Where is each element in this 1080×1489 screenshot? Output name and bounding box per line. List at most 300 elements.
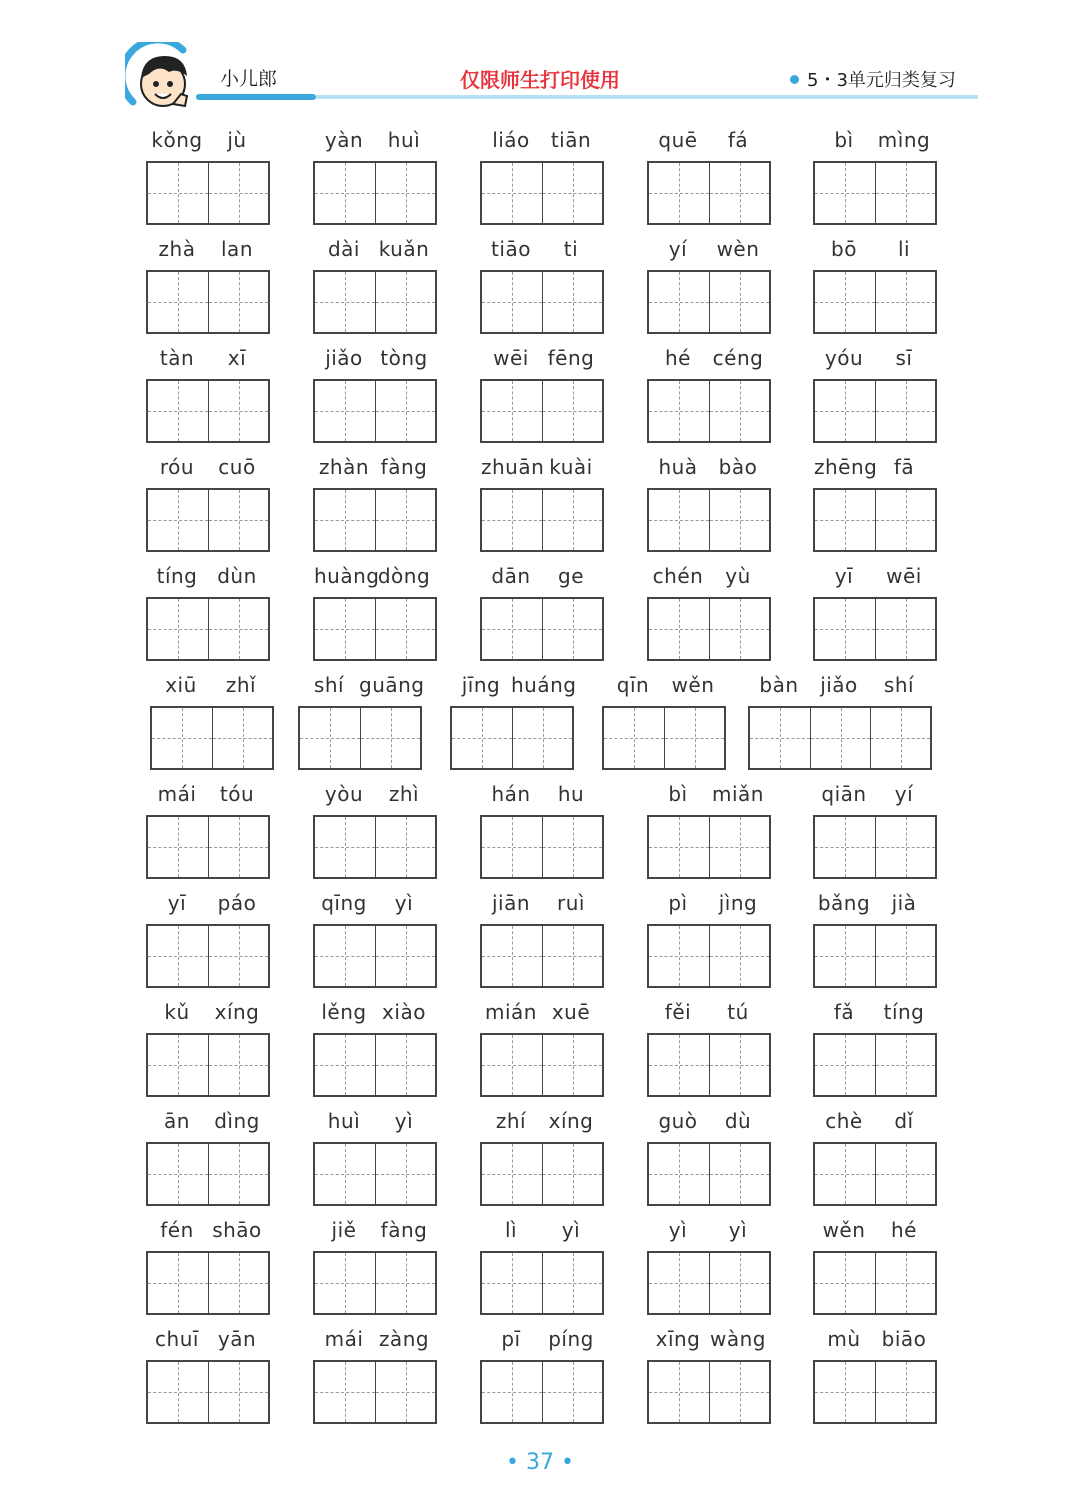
tian-zi-cell[interactable] bbox=[375, 490, 435, 550]
writing-box[interactable] bbox=[146, 1142, 270, 1206]
tian-zi-cell[interactable] bbox=[208, 1144, 268, 1204]
pinyin-label: tàn bbox=[159, 346, 195, 370]
tian-zi-cell[interactable] bbox=[649, 1035, 709, 1095]
writing-box[interactable] bbox=[146, 597, 270, 661]
word-row bbox=[0, 128, 1080, 237]
tian-zi-cell[interactable] bbox=[482, 163, 542, 223]
tian-zi-cell[interactable] bbox=[542, 926, 602, 986]
tian-zi-cell[interactable] bbox=[208, 272, 268, 332]
writing-box[interactable] bbox=[313, 815, 437, 879]
pinyin-label: fén bbox=[160, 1218, 194, 1242]
tian-zi-cell[interactable] bbox=[315, 272, 375, 332]
writing-box[interactable] bbox=[313, 270, 437, 334]
pinyin-label: huì bbox=[387, 128, 421, 152]
pinyin-label: yù bbox=[725, 564, 751, 588]
pinyin-label: li bbox=[897, 237, 911, 261]
pinyin-label: shāo bbox=[212, 1218, 262, 1242]
writing-box[interactable] bbox=[313, 161, 437, 225]
pinyin-label: zhǐ bbox=[225, 673, 257, 697]
tian-zi-cell[interactable] bbox=[542, 490, 602, 550]
writing-box[interactable] bbox=[313, 1251, 437, 1315]
tian-zi-cell[interactable] bbox=[542, 1362, 602, 1422]
tian-zi-cell[interactable] bbox=[542, 817, 602, 877]
pinyin-label: guò bbox=[658, 1109, 698, 1133]
writing-box[interactable] bbox=[480, 488, 604, 552]
writing-box[interactable] bbox=[813, 597, 937, 661]
pinyin-label: lěng bbox=[321, 1000, 367, 1024]
pinyin-label: tíng bbox=[883, 1000, 925, 1024]
pinyin-label: zhà bbox=[158, 237, 196, 261]
pinyin-label: xíng bbox=[214, 1000, 260, 1024]
tian-zi-cell[interactable] bbox=[375, 1144, 435, 1204]
tian-zi-cell[interactable] bbox=[148, 817, 208, 877]
tian-zi-cell[interactable] bbox=[375, 1035, 435, 1095]
pinyin-label: bì bbox=[668, 782, 688, 806]
pinyin-label: xī bbox=[227, 346, 247, 370]
tian-zi-cell[interactable] bbox=[208, 817, 268, 877]
page-header bbox=[0, 0, 1080, 120]
writing-box[interactable] bbox=[146, 924, 270, 988]
tian-zi-cell[interactable] bbox=[482, 599, 542, 659]
tian-zi-cell[interactable] bbox=[482, 1362, 542, 1422]
header-rule bbox=[316, 95, 978, 99]
writing-box[interactable] bbox=[480, 597, 604, 661]
pinyin-label: fēng bbox=[547, 346, 595, 370]
pinyin-label: dùn bbox=[217, 564, 257, 588]
writing-box[interactable] bbox=[480, 1251, 604, 1315]
pinyin-label: fàng bbox=[380, 455, 428, 479]
writing-box[interactable] bbox=[313, 379, 437, 443]
pinyin-label: qiān bbox=[821, 782, 867, 806]
tian-zi-cell[interactable] bbox=[315, 490, 375, 550]
pinyin-label: yān bbox=[217, 1327, 257, 1351]
tian-zi-cell[interactable] bbox=[709, 381, 769, 441]
writing-box[interactable] bbox=[647, 924, 771, 988]
writing-box[interactable] bbox=[647, 597, 771, 661]
pinyin-label: biāo bbox=[881, 1327, 927, 1351]
writing-box[interactable] bbox=[480, 924, 604, 988]
pinyin-label: píng bbox=[548, 1327, 594, 1351]
tian-zi-cell[interactable] bbox=[482, 1144, 542, 1204]
tian-zi-cell[interactable] bbox=[375, 163, 435, 223]
writing-box[interactable] bbox=[313, 1142, 437, 1206]
tian-zi-cell[interactable] bbox=[709, 272, 769, 332]
pinyin-label: wēi bbox=[493, 346, 529, 370]
pinyin-label: jiǎo bbox=[820, 673, 858, 697]
writing-box[interactable] bbox=[480, 161, 604, 225]
tian-zi-cell[interactable] bbox=[815, 1253, 875, 1313]
pinyin-label: huáng bbox=[511, 673, 577, 697]
tian-zi-cell[interactable] bbox=[750, 708, 810, 768]
pinyin-label: wèn bbox=[716, 237, 760, 261]
pinyin-label: miǎn bbox=[712, 782, 764, 806]
tian-zi-cell[interactable] bbox=[482, 490, 542, 550]
tian-zi-cell[interactable] bbox=[542, 1035, 602, 1095]
word-row bbox=[0, 1327, 1080, 1436]
pinyin-label: dài bbox=[327, 237, 360, 261]
tian-zi-cell[interactable] bbox=[315, 926, 375, 986]
tian-zi-cell[interactable] bbox=[604, 708, 664, 768]
word-row bbox=[0, 1000, 1080, 1109]
writing-box[interactable] bbox=[647, 1360, 771, 1424]
writing-box[interactable] bbox=[146, 815, 270, 879]
tian-zi-cell[interactable] bbox=[875, 1035, 935, 1095]
writing-box[interactable] bbox=[647, 1251, 771, 1315]
writing-box[interactable] bbox=[813, 161, 937, 225]
page-number: • 37 • bbox=[506, 1450, 574, 1475]
tian-zi-cell[interactable] bbox=[208, 163, 268, 223]
word-row bbox=[0, 1109, 1080, 1218]
tian-zi-cell[interactable] bbox=[542, 1144, 602, 1204]
tian-zi-cell[interactable] bbox=[815, 926, 875, 986]
tian-zi-cell[interactable] bbox=[208, 926, 268, 986]
pinyin-label: zhēng bbox=[814, 455, 878, 479]
tian-zi-cell[interactable] bbox=[482, 817, 542, 877]
bullet-dot-icon bbox=[790, 75, 799, 84]
tian-zi-cell[interactable] bbox=[649, 1253, 709, 1313]
pinyin-label: jiān bbox=[491, 891, 531, 915]
pinyin-label: xíng bbox=[548, 1109, 594, 1133]
writing-box[interactable] bbox=[748, 706, 932, 770]
pinyin-label: jiě bbox=[331, 1218, 357, 1242]
pinyin-label: wēi bbox=[886, 564, 922, 588]
tian-zi-cell[interactable] bbox=[709, 163, 769, 223]
tian-zi-cell[interactable] bbox=[709, 1362, 769, 1422]
tian-zi-cell[interactable] bbox=[315, 599, 375, 659]
tian-zi-cell[interactable] bbox=[649, 1144, 709, 1204]
pinyin-label: bàn bbox=[759, 673, 799, 697]
writing-box[interactable] bbox=[146, 1251, 270, 1315]
pinyin-label: huàng bbox=[314, 564, 380, 588]
pinyin-label: zhuān bbox=[481, 455, 545, 479]
tian-zi-cell[interactable] bbox=[360, 708, 420, 768]
tian-zi-cell[interactable] bbox=[542, 381, 602, 441]
pinyin-label: bō bbox=[831, 237, 857, 261]
pinyin-label: jiǎo bbox=[325, 346, 363, 370]
pinyin-label: lì bbox=[504, 1218, 518, 1242]
pinyin-label: jīng bbox=[461, 673, 501, 697]
tian-zi-cell[interactable] bbox=[649, 926, 709, 986]
pinyin-label: yàn bbox=[324, 128, 364, 152]
tian-zi-cell[interactable] bbox=[148, 1035, 208, 1095]
tian-zi-cell[interactable] bbox=[212, 708, 272, 768]
pinyin-label: yì bbox=[394, 891, 414, 915]
tian-zi-cell[interactable] bbox=[208, 1253, 268, 1313]
pinyin-label: kuǎn bbox=[378, 237, 430, 261]
writing-box[interactable] bbox=[813, 924, 937, 988]
tian-zi-cell[interactable] bbox=[482, 381, 542, 441]
pinyin-label: wěn bbox=[671, 673, 715, 697]
pinyin-label: fěi bbox=[664, 1000, 692, 1024]
writing-box[interactable] bbox=[450, 706, 574, 770]
pinyin-label: kǔ bbox=[164, 1000, 190, 1024]
pinyin-label: yì bbox=[561, 1218, 581, 1242]
tian-zi-cell[interactable] bbox=[649, 599, 709, 659]
pinyin-label: ti bbox=[563, 237, 579, 261]
pinyin-label: wěn bbox=[822, 1218, 866, 1242]
word-row bbox=[0, 673, 1080, 782]
tian-zi-cell[interactable] bbox=[815, 381, 875, 441]
pinyin-label: kuài bbox=[549, 455, 593, 479]
pinyin-label: shí bbox=[313, 673, 345, 697]
pinyin-label: dìng bbox=[214, 1109, 260, 1133]
brand-name: 小儿郎 bbox=[220, 68, 278, 90]
tian-zi-cell[interactable] bbox=[148, 599, 208, 659]
tian-zi-cell[interactable] bbox=[815, 1035, 875, 1095]
writing-box[interactable] bbox=[602, 706, 726, 770]
pinyin-label: mái bbox=[324, 1327, 364, 1351]
writing-box[interactable] bbox=[480, 1360, 604, 1424]
tian-zi-cell[interactable] bbox=[542, 163, 602, 223]
tian-zi-cell[interactable] bbox=[709, 1144, 769, 1204]
pinyin-label: shí bbox=[883, 673, 915, 697]
tian-zi-cell[interactable] bbox=[542, 599, 602, 659]
tian-zi-cell[interactable] bbox=[649, 381, 709, 441]
writing-box[interactable] bbox=[813, 1142, 937, 1206]
tian-zi-cell[interactable] bbox=[148, 1144, 208, 1204]
tian-zi-cell[interactable] bbox=[649, 1362, 709, 1422]
tian-zi-cell[interactable] bbox=[452, 708, 512, 768]
tian-zi-cell[interactable] bbox=[315, 1144, 375, 1204]
tian-zi-cell[interactable] bbox=[315, 1253, 375, 1313]
tian-zi-cell[interactable] bbox=[315, 381, 375, 441]
pinyin-label: yì bbox=[394, 1109, 414, 1133]
tian-zi-cell[interactable] bbox=[208, 381, 268, 441]
tian-zi-cell[interactable] bbox=[375, 926, 435, 986]
tian-zi-cell[interactable] bbox=[148, 1362, 208, 1422]
writing-box[interactable] bbox=[480, 270, 604, 334]
pinyin-label: mìng bbox=[877, 128, 931, 152]
tian-zi-cell[interactable] bbox=[375, 381, 435, 441]
tian-zi-cell[interactable] bbox=[815, 272, 875, 332]
word-row bbox=[0, 346, 1080, 455]
tian-zi-cell[interactable] bbox=[709, 599, 769, 659]
tian-zi-cell[interactable] bbox=[375, 817, 435, 877]
tian-zi-cell[interactable] bbox=[875, 490, 935, 550]
writing-box[interactable] bbox=[313, 1033, 437, 1097]
boy-thumbs-up-icon bbox=[125, 42, 201, 118]
pinyin-label: jià bbox=[891, 891, 917, 915]
pinyin-label: yī bbox=[834, 564, 854, 588]
tian-zi-cell[interactable] bbox=[709, 926, 769, 986]
pinyin-label: yí bbox=[894, 782, 914, 806]
pinyin-label: fá bbox=[727, 128, 749, 152]
pinyin-label: xiào bbox=[382, 1000, 426, 1024]
tian-zi-cell[interactable] bbox=[875, 817, 935, 877]
writing-box[interactable] bbox=[813, 270, 937, 334]
tian-zi-cell[interactable] bbox=[208, 490, 268, 550]
writing-box[interactable] bbox=[813, 379, 937, 443]
writing-box[interactable] bbox=[146, 1033, 270, 1097]
pinyin-label: dān bbox=[491, 564, 531, 588]
pinyin-label: xiū bbox=[165, 673, 197, 697]
writing-box[interactable] bbox=[647, 488, 771, 552]
word-row bbox=[0, 237, 1080, 346]
writing-box[interactable] bbox=[146, 379, 270, 443]
word-row bbox=[0, 455, 1080, 564]
tian-zi-cell[interactable] bbox=[875, 599, 935, 659]
tian-zi-cell[interactable] bbox=[148, 272, 208, 332]
tian-zi-cell[interactable] bbox=[512, 708, 572, 768]
tian-zi-cell[interactable] bbox=[649, 272, 709, 332]
pinyin-label: tiāo bbox=[491, 237, 531, 261]
writing-box[interactable] bbox=[813, 1360, 937, 1424]
tian-zi-cell[interactable] bbox=[875, 1144, 935, 1204]
writing-box[interactable] bbox=[647, 1033, 771, 1097]
tian-zi-cell[interactable] bbox=[649, 490, 709, 550]
writing-box[interactable] bbox=[313, 1360, 437, 1424]
tian-zi-cell[interactable] bbox=[375, 1253, 435, 1313]
tian-zi-cell[interactable] bbox=[148, 1253, 208, 1313]
tian-zi-cell[interactable] bbox=[315, 1035, 375, 1095]
writing-box[interactable] bbox=[813, 1251, 937, 1315]
pinyin-label: guāng bbox=[359, 673, 425, 697]
tian-zi-cell[interactable] bbox=[875, 1253, 935, 1313]
pinyin-label: zhí bbox=[495, 1109, 527, 1133]
tian-zi-cell[interactable] bbox=[300, 708, 360, 768]
writing-box[interactable] bbox=[480, 1142, 604, 1206]
tian-zi-cell[interactable] bbox=[709, 817, 769, 877]
tian-zi-cell[interactable] bbox=[649, 817, 709, 877]
tian-zi-cell[interactable] bbox=[315, 817, 375, 877]
pinyin-label: xīng bbox=[655, 1327, 701, 1351]
tian-zi-cell[interactable] bbox=[815, 599, 875, 659]
pinyin-label: zàng bbox=[378, 1327, 430, 1351]
tian-zi-cell[interactable] bbox=[375, 599, 435, 659]
pinyin-label: quē bbox=[658, 128, 698, 152]
tian-zi-cell[interactable] bbox=[810, 708, 870, 768]
writing-box[interactable] bbox=[313, 924, 437, 988]
pinyin-label: hé bbox=[891, 1218, 917, 1242]
pinyin-label: yì bbox=[728, 1218, 748, 1242]
pinyin-label: yí bbox=[668, 237, 688, 261]
tian-zi-cell[interactable] bbox=[870, 708, 930, 768]
pinyin-label: bǎng bbox=[817, 891, 871, 915]
tian-zi-cell[interactable] bbox=[208, 1035, 268, 1095]
tian-zi-cell[interactable] bbox=[148, 381, 208, 441]
pinyin-label: bì bbox=[834, 128, 854, 152]
writing-box[interactable] bbox=[647, 161, 771, 225]
tian-zi-cell[interactable] bbox=[542, 1253, 602, 1313]
writing-box[interactable] bbox=[480, 815, 604, 879]
tian-zi-cell[interactable] bbox=[815, 817, 875, 877]
writing-box[interactable] bbox=[647, 379, 771, 443]
tian-zi-cell[interactable] bbox=[482, 272, 542, 332]
tian-zi-cell[interactable] bbox=[375, 272, 435, 332]
word-row bbox=[0, 1218, 1080, 1327]
pinyin-label: yòu bbox=[324, 782, 364, 806]
writing-box[interactable] bbox=[313, 488, 437, 552]
tian-zi-cell[interactable] bbox=[815, 1362, 875, 1422]
pinyin-label: mái bbox=[157, 782, 197, 806]
tian-zi-cell[interactable] bbox=[208, 1362, 268, 1422]
tian-zi-cell[interactable] bbox=[375, 1362, 435, 1422]
tian-zi-cell[interactable] bbox=[709, 1253, 769, 1313]
print-notice-title: 仅限师生打印使用 bbox=[460, 68, 620, 92]
tian-zi-cell[interactable] bbox=[664, 708, 724, 768]
tian-zi-cell[interactable] bbox=[709, 1035, 769, 1095]
tian-zi-cell[interactable] bbox=[875, 1362, 935, 1422]
tian-zi-cell[interactable] bbox=[482, 926, 542, 986]
unit-label bbox=[790, 66, 956, 92]
pinyin-label: chè bbox=[825, 1109, 863, 1133]
tian-zi-cell[interactable] bbox=[875, 272, 935, 332]
pinyin-label: pì bbox=[668, 891, 688, 915]
writing-box[interactable] bbox=[146, 161, 270, 225]
tian-zi-cell[interactable] bbox=[148, 490, 208, 550]
pinyin-label: dòng bbox=[377, 564, 431, 588]
tian-zi-cell[interactable] bbox=[482, 1035, 542, 1095]
tian-zi-cell[interactable] bbox=[208, 599, 268, 659]
word-row bbox=[0, 564, 1080, 673]
tian-zi-cell[interactable] bbox=[815, 163, 875, 223]
pinyin-label: tiān bbox=[550, 128, 592, 152]
writing-box[interactable] bbox=[647, 270, 771, 334]
writing-box[interactable] bbox=[813, 815, 937, 879]
writing-box[interactable] bbox=[647, 815, 771, 879]
writing-box[interactable] bbox=[480, 1033, 604, 1097]
writing-box[interactable] bbox=[813, 488, 937, 552]
unit-label-text: 5・3单元归类复习 bbox=[807, 70, 956, 91]
writing-box[interactable] bbox=[647, 1142, 771, 1206]
pinyin-label: zhì bbox=[388, 782, 420, 806]
pinyin-label: tíng bbox=[156, 564, 198, 588]
tian-zi-cell[interactable] bbox=[875, 381, 935, 441]
pinyin-label: yī bbox=[167, 891, 187, 915]
pinyin-label: kǒng bbox=[151, 128, 203, 152]
tian-zi-cell[interactable] bbox=[709, 490, 769, 550]
writing-box[interactable] bbox=[298, 706, 422, 770]
pinyin-label: cuō bbox=[218, 455, 256, 479]
tian-zi-cell[interactable] bbox=[152, 708, 212, 768]
tian-zi-cell[interactable] bbox=[315, 1362, 375, 1422]
writing-box[interactable] bbox=[146, 488, 270, 552]
tian-zi-cell[interactable] bbox=[875, 926, 935, 986]
tian-zi-cell[interactable] bbox=[815, 1144, 875, 1204]
pinyin-label: qīng bbox=[321, 891, 367, 915]
pinyin-label: ge bbox=[558, 564, 584, 588]
tian-zi-cell[interactable] bbox=[875, 163, 935, 223]
writing-box[interactable] bbox=[813, 1033, 937, 1097]
word-row bbox=[0, 782, 1080, 891]
pinyin-label: jù bbox=[227, 128, 247, 152]
pinyin-label: huà bbox=[658, 455, 698, 479]
tian-zi-cell[interactable] bbox=[482, 1253, 542, 1313]
tian-zi-cell[interactable] bbox=[649, 163, 709, 223]
writing-box[interactable] bbox=[150, 706, 274, 770]
pinyin-label: mián bbox=[485, 1000, 537, 1024]
writing-box[interactable] bbox=[146, 1360, 270, 1424]
tian-zi-cell[interactable] bbox=[148, 926, 208, 986]
writing-box[interactable] bbox=[146, 270, 270, 334]
pinyin-label: jìng bbox=[718, 891, 758, 915]
pinyin-label: hé bbox=[665, 346, 691, 370]
tian-zi-cell[interactable] bbox=[542, 272, 602, 332]
pinyin-label: fǎ bbox=[833, 1000, 855, 1024]
pinyin-label: dǐ bbox=[894, 1109, 914, 1133]
pinyin-label: qīn bbox=[616, 673, 650, 697]
tian-zi-cell[interactable] bbox=[815, 490, 875, 550]
writing-box[interactable] bbox=[313, 597, 437, 661]
pinyin-label: yì bbox=[668, 1218, 688, 1242]
pinyin-label: ruì bbox=[557, 891, 585, 915]
tian-zi-cell[interactable] bbox=[148, 163, 208, 223]
writing-box[interactable] bbox=[480, 379, 604, 443]
word-row bbox=[0, 891, 1080, 1000]
pinyin-label: sī bbox=[895, 346, 913, 370]
tian-zi-cell[interactable] bbox=[315, 163, 375, 223]
pinyin-label: yóu bbox=[824, 346, 864, 370]
